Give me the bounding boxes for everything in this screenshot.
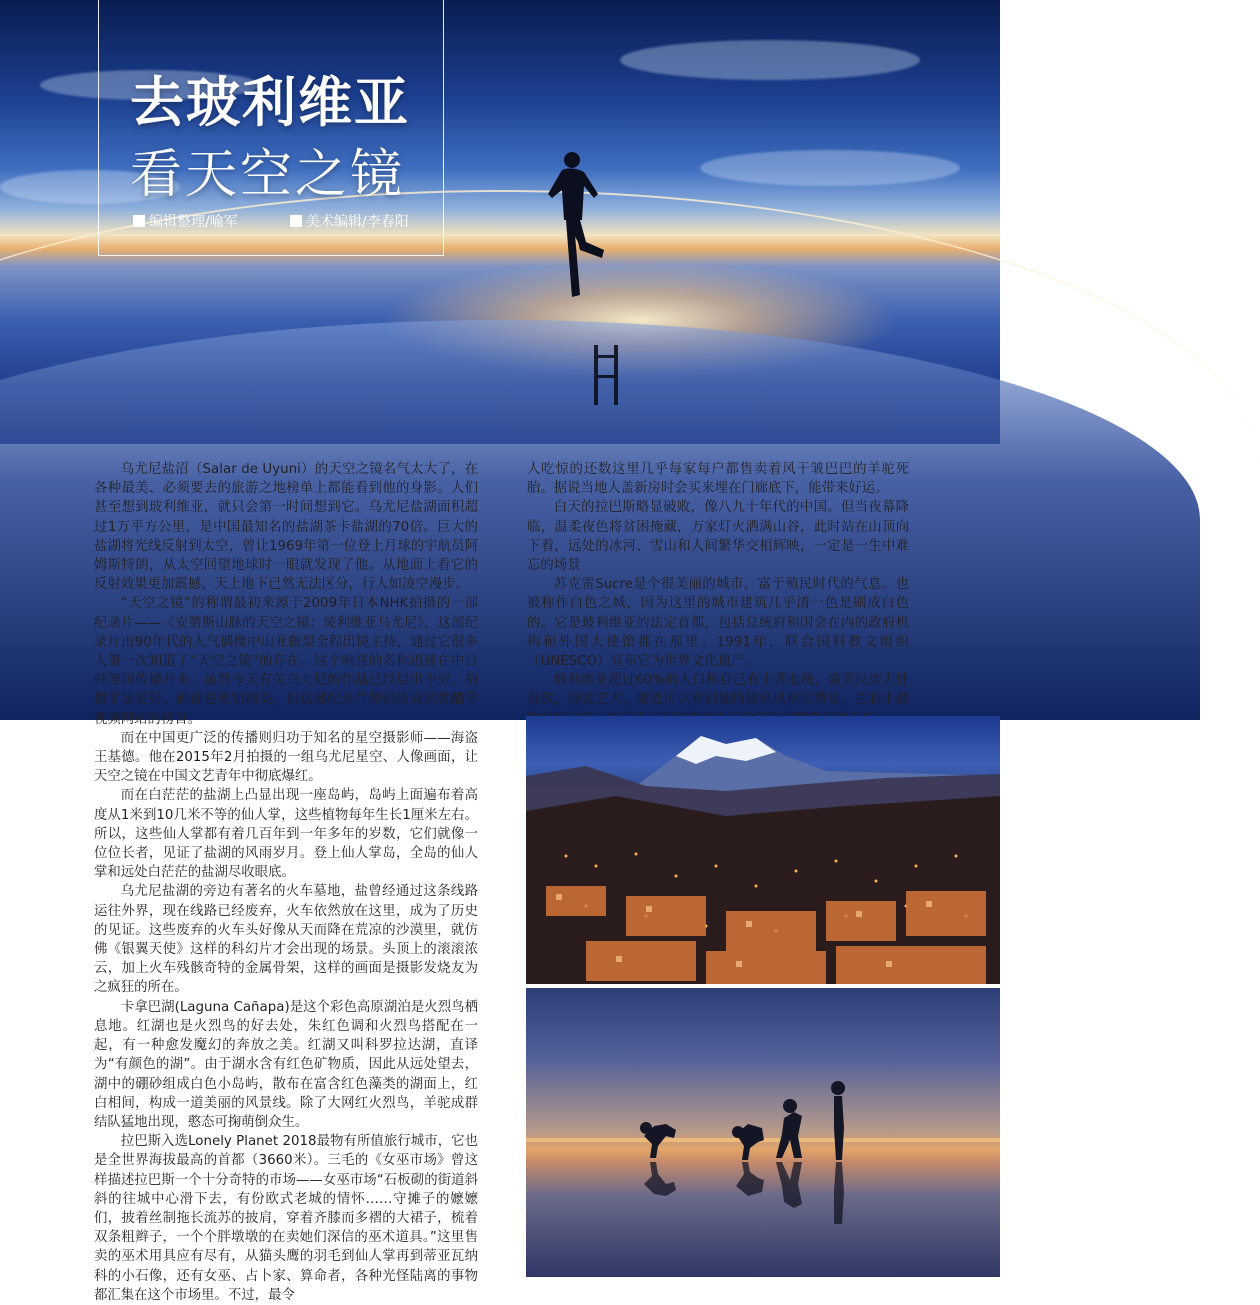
dusk-silhouettes-scene	[526, 988, 1000, 1277]
article-column-right	[527, 460, 909, 729]
paragraph: 拉巴斯入选Lonely Planet 2018最物有所值旅行城市，它也是全世界海拔最高的首都（3660米）。三毛的《女巫市场》曾这样描述拉巴斯一个十分奇特的市场——女巫市场“石板砌的街道斜斜的往城中心滑下去，有份欧式老城的情怀……守摊子的嬷嬷们，披着丝制拖长流苏的披肩，穿着齐膝而多褶的大裙子，梳着双条粗辫子，一个个胖墩墩的在卖她们深信的巫术道具。”这里售卖的巫术用具应有尽有，从猫头鹰的羽毛到仙人掌再到蒂亚瓦纳科的小石像，还有女巫、占卜家、算命者，各种光怪陆离的事物都汇集在这个市场里。不过，最令	[94, 1134, 478, 1303]
paragraph: 乌尤尼盐湖的旁边有著名的火车墓地，盐曾经通过这条线路运往外界，现在线路已经废弃，火车依然放在这里，成为了历史的见证。这些废弃的火车头好像从天而降在荒凉的沙漠里，就仿佛《银翼天使》这样的科幻片才会出现的场景。头顶上的滚滚浓云，加上火车残骸奇特的金属骨架，这样的画面是摄影发烧友为之疯狂的所在。	[94, 884, 478, 996]
photo-salt-flat-dusk	[526, 988, 1000, 1277]
hero-photo-sky-mirror	[0, 0, 1000, 444]
page-subtitle: 看天空之镜	[130, 145, 406, 205]
paragraph: 而在中国更广泛的传播则归功于知名的星空摄影师——海盗王基德。他在2015年2月拍摄的一组乌尤尼星空、人像画面，让天空之镜在中国文艺青年中彻底爆红。	[94, 730, 478, 785]
article-column-left	[94, 460, 478, 1305]
photo-la-paz-night	[526, 716, 1000, 984]
paragraph: 卡拿巴湖(Laguna Cañapa)是这个彩色高原湖泊是火烈鸟栖息地。红湖也是火烈鸟的好去处，朱红色调和火烈鸟搭配在一起，有一种愈发魔幻的奔放之美。红湖又叫科罗拉达湖，直译为“有颜色的湖”。由于湖水含有红色矿物质，因此从远处望去，湖中的硼砂组成白色小岛屿，散布在富含红色藻类的湖面上，红白相间，构成一道美丽的风景线。除了大网红火烈鸟，羊驼成群结队猛地出现，憨态可掬萌倒众生。	[94, 999, 478, 1130]
cloud	[620, 40, 920, 80]
credit-editor	[133, 211, 238, 231]
paragraph: 乌尤尼盐沼（Salar de Uyuni）的天空之镜名气太大了，在各种最美、必须要去的旅游之地榜单上都能看到他的身影。人们甚至想到玻利维亚，就只会第一时间想到它。乌尤尼盐湖面积超过1万平方公里，是中国最知名的盐湖茶卡盐湖的70倍。巨大的盐湖将光线反射到太空，曾让1969年第一位登上月球的宇航员阿姆斯特朗，从太空回望地球时一眼就发现了他。从地面上看它的反射效果更加震撼，天上地下已然无法区分，行人如凌空漫步。	[94, 462, 478, 593]
paragraph: 苏克雷Sucre是个很美丽的城市，富于殖民时代的气息。也被称作白色之城，因为这里的城市建筑几乎清一色是刷成白色的。它是玻利维亚的法定首都，包括总统府和国会在内的政府机构和外国大使馆都在那里。1991年，联合国科教文组织（UNESCO）宣布它为世界文化遗产。	[527, 577, 909, 670]
credit-editor-text: 编辑整理/喻军	[149, 214, 238, 230]
paragraph: 玻利维亚超过60%的人口称自己有土著血统，南美民族天性奔放，热爱艺术，随处可以看到独特建筑风格的教堂，色彩丰盈	[527, 673, 909, 708]
cloud	[700, 150, 960, 186]
paragraph: 而在白茫茫的盐湖上凸显出现一座岛屿，岛屿上面遍布着高度从1米到10几米不等的仙人掌，这些植物每年生长1厘米左右。所以，这些仙人掌都有着几百年到一年多年的岁数，它们就像一位位长者，见证了盐湖的风雨岁月。登上仙人掌岛，全岛的仙人掌和远处白茫茫的盐湖尽收眼底。	[94, 788, 478, 881]
credit-art-text: 美术编辑/李春阳	[306, 214, 409, 230]
square-bullet-icon	[133, 215, 145, 227]
paragraph-continuation: 人吃惊的还数这里几乎每家每户都售卖着风干皱巴巴的羊驼死胎。据说当地人盖新房时会买来埋在门廊底下，能带来好运。	[527, 462, 909, 497]
page-title: 去玻利维亚	[130, 71, 410, 134]
paragraph: “天空之镜”的称谓最初来源于2009年日本NHK拍摄的一部纪录片——《安第斯山脉的天空之镜：玻利维亚乌尤尼》，这部纪录片由90年代的人气偶像中山亚微梨全程出镜主持，通过它很多人第一次知道了“天空之镜”的存在。这个响亮的名称迅速在中日韩等国传播开来。虽然今天有关乌尤尼的作品已经层出不穷，拍摄手法更好、画面也更加精美，但这部纪录片却仍能高居优酷等视频网站的榜首。	[94, 596, 478, 727]
square-bullet-icon	[290, 215, 302, 227]
credit-art	[290, 211, 409, 231]
jumping-person-silhouette	[540, 150, 620, 450]
paragraph: 白天的拉巴斯略显破败，像八九十年代的中国。但当夜幕降临，温柔夜色将贫困掩藏，万家灯火洒满山谷，此时站在山顶向下看，远处的冰河、雪山和人间繁华交相辉映，一定是一生中难忘的场景	[527, 500, 909, 574]
city-night-scene	[526, 716, 1000, 984]
